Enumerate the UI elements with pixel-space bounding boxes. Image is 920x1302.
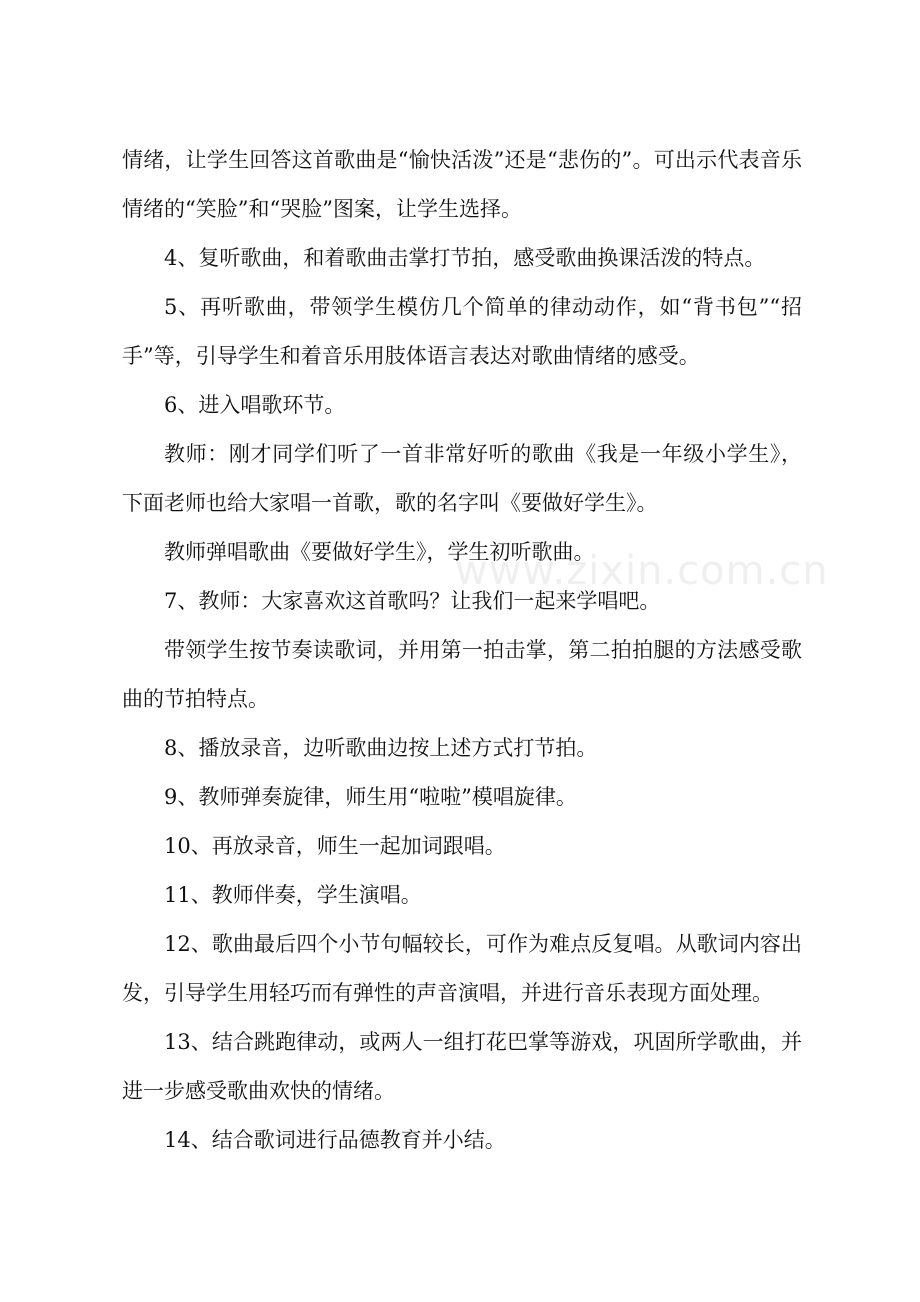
paragraph-4: 6、进入唱歌环节。 (164, 393, 346, 417)
paragraph-1: 情绪，让学生回答这首歌曲是“愉快活泼”还是“悲伤的”。可出示代表音乐情绪的“笑脸”和“哭脸”图案，让学生选择。 (122, 148, 802, 221)
paragraph-3: 5、再听歌曲，带领学生模仿几个简单的律动动作，如“背书包”“招手”等，引导学生和着音乐用肢体语言表达对歌曲情绪的感受。 (122, 295, 802, 368)
paragraph-8: 带领学生按节奏读歌词，并用第一拍击掌，第二拍拍腿的方法感受歌曲的节拍特点。 (122, 638, 802, 711)
paragraph-10: 9、教师弹奏旋律，师生用“啦啦”模唱旋律。 (164, 785, 577, 809)
paragraph-12: 11、教师伴奏，学生演唱。 (164, 883, 422, 907)
paragraph-14: 13、结合跳跑律动，或两人一组打花巴掌等游戏，巩固所学歌曲，并进一步感受歌曲欢快的情绪。 (122, 1030, 802, 1103)
paragraph-6: 教师弹唱歌曲《要做好学生》，学生初听歌曲。 (164, 540, 595, 564)
paragraph-5: 教师：刚才同学们听了一首非常好听的歌曲《我是一年级小学生》，下面老师也给大家唱一首歌，歌的名字叫《要做好学生》。 (122, 442, 802, 515)
watermark-text: www.zixin.com.cn (455, 548, 829, 594)
document-body (122, 136, 802, 1165)
paragraph-2: 4、复听歌曲，和着歌曲击掌打节拍，感受歌曲换课活泼的特点。 (164, 246, 766, 270)
paragraph-11: 10、再放录音，师生一起加词跟唱。 (164, 834, 506, 858)
paragraph-13: 12、歌曲最后四个小节句幅较长，可作为难点反复唱。从歌词内容出发，引导学生用轻巧而有弹性的声音演唱，并进行音乐表现方面处理。 (122, 932, 802, 1005)
paragraph-9: 8、播放录音，边听歌曲边按上述方式打节拍。 (164, 736, 598, 760)
paragraph-15: 14、结合歌词进行品德教育并小结。 (164, 1128, 506, 1152)
paragraph-7: 7、教师：大家喜欢这首歌吗？让我们一起来学唱吧。 (164, 589, 661, 613)
